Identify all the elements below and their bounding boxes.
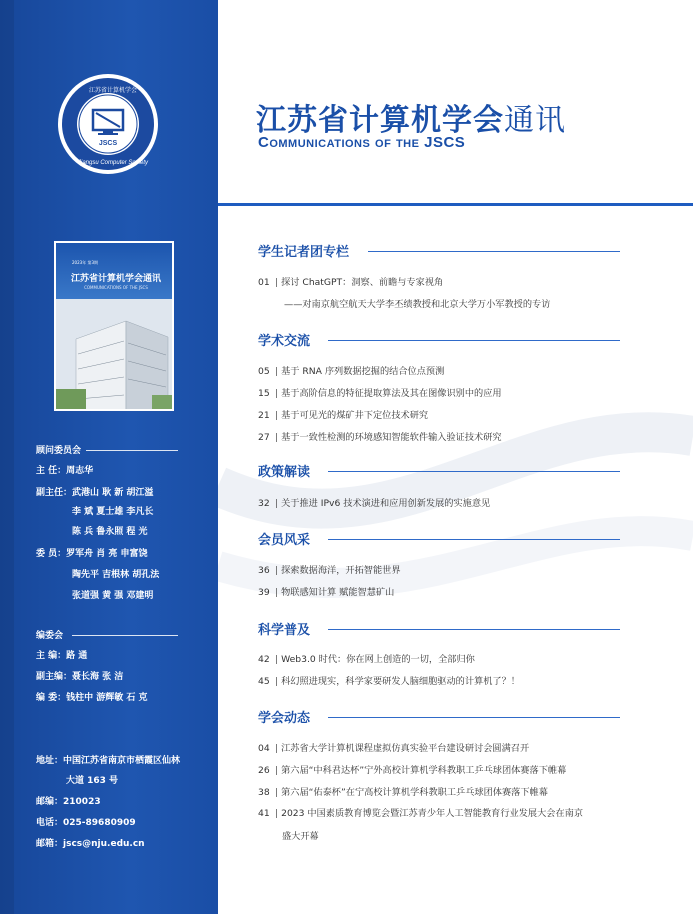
- postcode: 邮编：210023: [36, 797, 101, 807]
- section-rule: [328, 629, 620, 630]
- toc-item[interactable]: 42 | Web3.0 时代：你在网上创造的一切，全部归你: [258, 654, 475, 665]
- toc-item[interactable]: 05 | 基于 RNA 序列数据挖掘的结合位点预测: [258, 366, 445, 377]
- cover-building-image: [56, 299, 174, 411]
- svg-text:Jiangsu Computer Society: Jiangsu Computer Society: [78, 160, 149, 166]
- email: 邮箱：jscs@nju.edu.cn: [36, 839, 145, 849]
- svg-text:江苏省计算机学会: 江苏省计算机学会: [89, 87, 138, 94]
- advisory-row: 副主任：武港山 耿 新 胡江溢: [36, 488, 154, 498]
- issue-cover-thumbnail: [54, 241, 174, 411]
- section-rule: [328, 340, 620, 341]
- toc-subline: ——对南京航空航天大学李丕绩教授和北京大学万小军教授的专访: [284, 299, 551, 310]
- section-rule: [328, 717, 620, 718]
- editorial-rule: [72, 635, 178, 636]
- advisory-rule: [86, 450, 178, 451]
- toc-item[interactable]: 38 | 第六届“佑泰杯”在宁高校计算机学科教职工乒乓球团体赛落下帷幕: [258, 787, 548, 798]
- advisory-row: 委 员：罗军舟 肖 亮 申富饶: [36, 549, 148, 559]
- cover-title: 江苏省计算机学会通讯: [70, 274, 161, 284]
- jscs-logo: [56, 72, 160, 176]
- logo-abbr: JSCS: [98, 140, 118, 147]
- toc-item[interactable]: 45 | 科幻照进现实，科学家要研发人脑细胞驱动的计算机了？！: [258, 676, 520, 687]
- advisory-row: 李 斌 夏士雄 李凡长: [72, 507, 154, 517]
- section-title: 学生记者团专栏: [258, 245, 350, 260]
- section-title: 学术交流: [258, 334, 311, 349]
- advisory-row: 张道强 黄 强 邓建明: [72, 591, 154, 601]
- address-line2: 大道 163 号: [66, 776, 119, 786]
- editorial-row: 主 编：路 通: [36, 651, 88, 661]
- advisory-row: 陈 兵 鲁永照 程 光: [72, 527, 148, 537]
- section-title: 学会动态: [258, 711, 311, 726]
- sidebar: [0, 0, 218, 914]
- cover-issue: 2023年 第3期: [72, 260, 98, 265]
- editorial-row: 副主编：聂长海 张 洁: [36, 672, 124, 682]
- toc-item[interactable]: 36 | 探索数据海洋，开拓智能世界: [258, 565, 401, 576]
- section-title: 政策解读: [258, 465, 311, 480]
- toc-item[interactable]: 39 | 物联感知计算 赋能智慧矿山: [258, 587, 395, 598]
- magazine-title: 江苏省计算机学会通讯: [256, 103, 566, 138]
- advisory-row: 陶先平 吉根林 胡孔法: [72, 570, 160, 580]
- toc-item[interactable]: 27 | 基于一致性检测的环境感知智能软件输入验证技术研究: [258, 432, 502, 443]
- section-title: 会员风采: [258, 533, 311, 548]
- jscs-logo-icon: [56, 72, 160, 176]
- advisory-row: 主 任：周志华: [36, 466, 94, 476]
- toc-item[interactable]: 04 | 江苏省大学计算机课程虚拟仿真实验平台建设研讨会圆满召开: [258, 743, 530, 754]
- editorial-heading: 编委会: [36, 631, 64, 641]
- toc-item[interactable]: 26 | 第六届“中科君达杯”宁外高校计算机学科教职工乒乓球团体赛落下帷幕: [258, 765, 567, 776]
- toc-continuation: 盛大开幕: [282, 831, 319, 842]
- toc-item[interactable]: 21 | 基于可见光的煤矿井下定位技术研究: [258, 410, 429, 421]
- toc-item[interactable]: 01 | 探讨 ChatGPT：洞察、前瞻与专家视角: [258, 277, 444, 288]
- toc-item[interactable]: 15 | 基于高阶信息的特征提取算法及其在图像识别中的应用: [258, 388, 502, 399]
- section-rule: [368, 251, 620, 252]
- section-title: 科学普及: [258, 623, 311, 638]
- phone: 电话：025-89680909: [36, 818, 136, 828]
- section-rule: [328, 539, 620, 540]
- toc-item[interactable]: 32 | 关于推进 IPv6 技术演进和应用创新发展的实施意见: [258, 498, 491, 509]
- cover-subtitle: COMMUNICATIONS OF THE JSCS: [84, 285, 148, 290]
- section-rule: [328, 471, 620, 472]
- toc-item[interactable]: 41 | 2023 中国素质教育博览会暨江苏青少年人工智能教育行业发展大会在南京: [258, 808, 584, 819]
- advisory-heading: 顾问委员会: [36, 446, 82, 456]
- address: 地址：中国江苏省南京市栖霞区仙林: [36, 756, 181, 766]
- editorial-row: 编 委：钱柱中 游辉敏 石 克: [36, 693, 148, 703]
- magazine-title-en: Communications of the JSCS: [258, 134, 466, 151]
